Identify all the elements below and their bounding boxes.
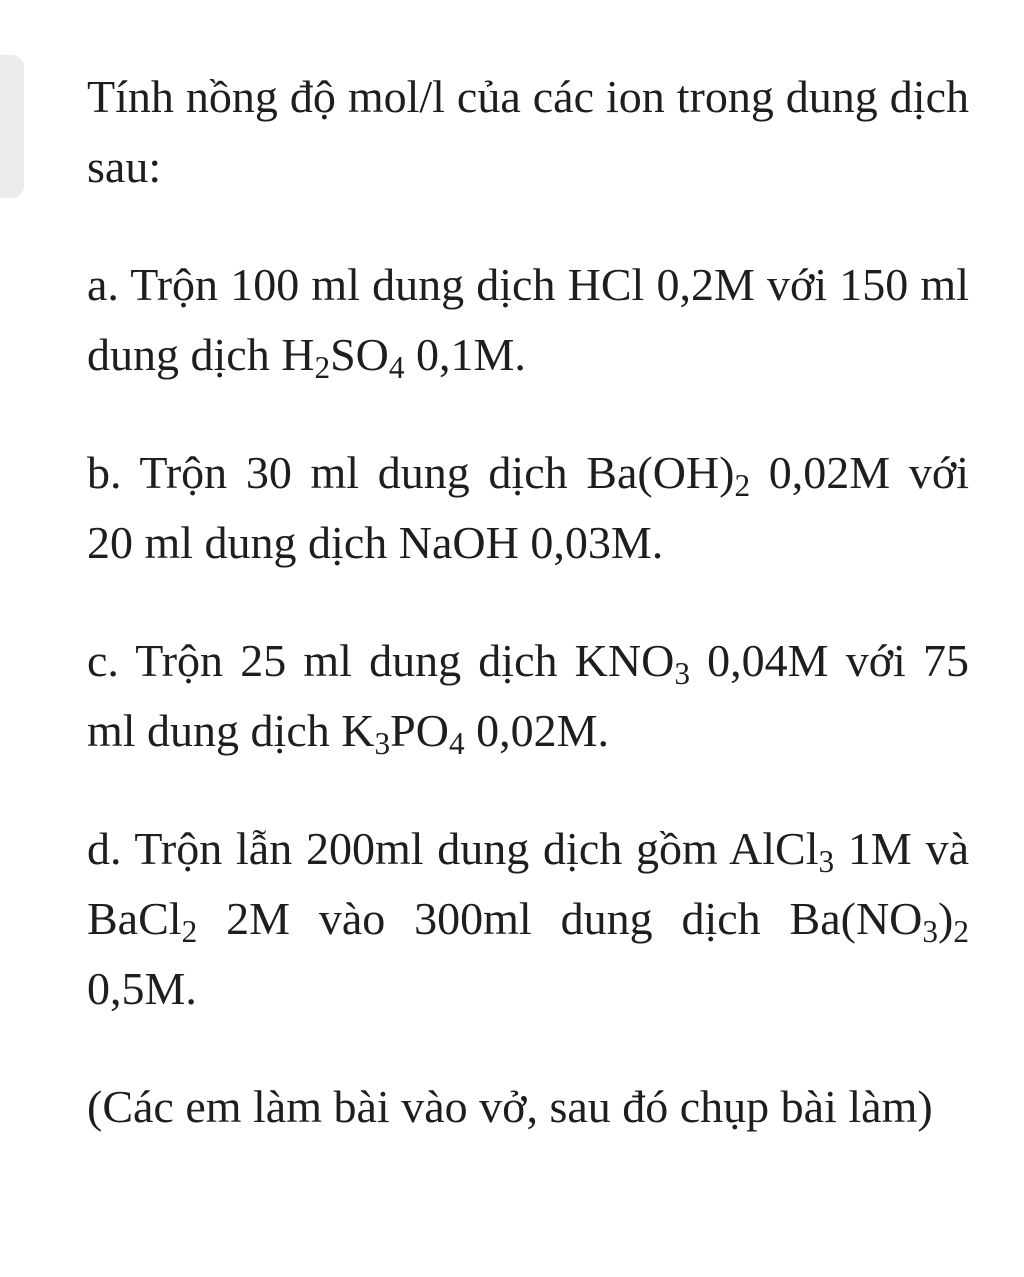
formula-kno3: $KNO_3$: [574, 635, 690, 691]
item-c-text: c. Trộn 25 ml dung dịch: [87, 635, 575, 686]
scroll-handle[interactable]: [0, 55, 24, 198]
item-d-text: d. Trộn lẫn 200ml dung dịch gồm: [87, 823, 730, 874]
item-b: [87, 438, 969, 578]
formula-bacl2: BaCl$_2$: [87, 893, 198, 949]
item-b-text-end: 0,02M với 20 ml dung dịch NaOH 0,03M.: [87, 447, 969, 568]
item-d-text-mid2: 2M vào 300ml dung dịch: [197, 893, 790, 944]
item-a: [87, 250, 969, 390]
formula-bano32: $Ba(NO_3)_2$: [789, 893, 969, 949]
item-d-text-mid1: 1M và: [834, 823, 969, 874]
formula-baoh2: $Ba(OH)_2$: [586, 447, 751, 503]
note-text: (Các em làm bài vào vở, sau đó chụp bài làm): [87, 1081, 933, 1132]
intro-text: Tính nồng độ mol/l của các ion trong dung dịch sau:: [87, 71, 969, 192]
item-d: [87, 814, 969, 1024]
exercise-text: [87, 62, 969, 1142]
item-d-text-end: 0,5M.: [87, 963, 197, 1014]
item-b-text: b. Trộn 30 ml dung dịch: [87, 447, 587, 498]
item-a-text: a. Trộn 100 ml dung dịch HCl 0,2M với 150 ml dung dịch: [87, 259, 969, 380]
formula-h2so4: $H_2SO_4$: [281, 329, 405, 385]
item-c-text-mid: 0,04M với 75 ml dung dịch: [87, 635, 969, 756]
formula-alcl3: AlCl$_3$: [729, 823, 835, 879]
formula-k3po4: $K_3PO_4$: [341, 705, 465, 761]
item-a-text-end: 0,1M.: [404, 329, 526, 380]
item-c-text-end: 0,02M.: [464, 705, 609, 756]
item-c: [87, 626, 969, 766]
